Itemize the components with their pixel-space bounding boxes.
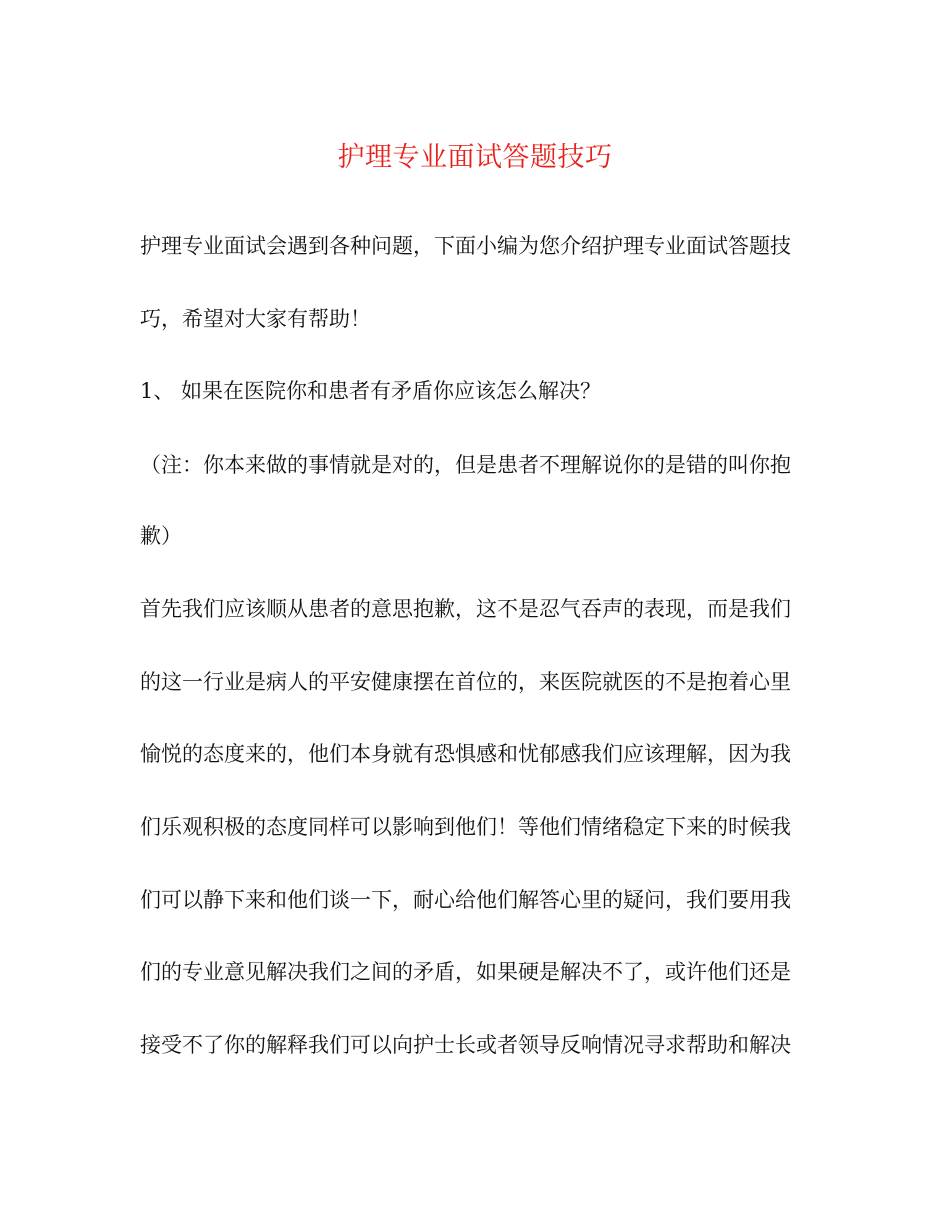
answer-line-5: 们可以静下来和他们谈一下，耐心给他们解答心里的疑问，我们要用我 bbox=[140, 888, 791, 912]
answer-line-2: 的这一行业是病人的平安健康摆在首位的，来医院就医的不是抱着心里 bbox=[140, 670, 791, 694]
document-title: 护理专业面试答题技巧 bbox=[337, 142, 613, 173]
body-line-intro-2: 巧，希望对大家有帮助！ bbox=[140, 307, 371, 331]
answer-line-3: 愉悦的态度来的，他们本身就有恐惧感和忧郁感我们应该理解，因为我 bbox=[140, 742, 791, 766]
answer-line-6: 们的专业意见解决我们之间的矛盾，如果硬是解决不了，或许他们还是 bbox=[140, 960, 791, 984]
answer-line-4: 们乐观积极的态度同样可以影响到他们！等他们情绪稳定下来的时候我 bbox=[140, 815, 791, 839]
body-line-intro-1: 护理专业面试会遇到各种问题，下面小编为您介绍护理专业面试答题技 bbox=[140, 234, 791, 258]
answer-line-1: 首先我们应该顺从患者的意思抱歉，这不是忍气吞声的表现，而是我们 bbox=[140, 597, 791, 621]
answer-line-7: 接受不了你的解释我们可以向护士长或者领导反响情况寻求帮助和解决 bbox=[140, 1033, 791, 1057]
note-line-2: 歉） bbox=[140, 524, 182, 548]
note-line-1: （注：你本来做的事情就是对的，但是患者不理解说你的是错的叫你抱 bbox=[140, 453, 791, 477]
question-heading: 1、 如果在医院你和患者有矛盾你应该怎么解决？ bbox=[140, 379, 602, 403]
